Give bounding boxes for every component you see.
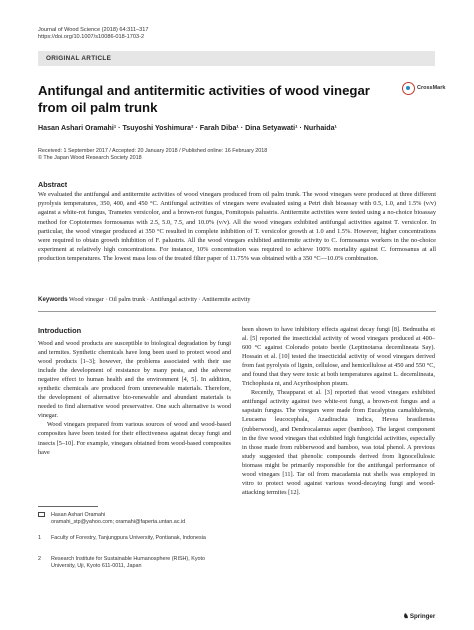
- affiliation-text: Faculty of Forestry, Tanjungpura University, Pontianak, Indonesia: [51, 535, 206, 541]
- journal-meta: [38, 27, 149, 42]
- springer-horse-icon: ♞: [403, 613, 409, 620]
- article-title: Antifungal and antitermitic activities of wood vinegar from oil palm trunk: [38, 83, 370, 115]
- received-accepted-dates: Received: 1 September 2017 / Accepted: 20 January 2018 / Published online: 16 February 2018: [38, 148, 268, 154]
- footnote-affiliation-2: [38, 556, 231, 570]
- intro-paragraph: been shown to have inhibitory effects against decay fungi [8]. Bedmutha et al. [5] reported the insecticidal activity of wood vinegars produced at 400–600 °C against Colorado potato beetle (Leptinotarsa decemlineata Say). Hossain et al. [10] tested the insecticidal activity of wood vinegars derived from fast pyrolysis of lignin, cellulose, and hemicellulose at 450 and 550 °C, and found that they were toxic at both temperatures against L. decemlineata, Trichoplusia ni, and Acyrthosiphon pisum.: [242, 326, 435, 388]
- footnote-affiliation-1: [38, 535, 231, 542]
- publisher-logo: [403, 612, 435, 620]
- introduction-heading: Introduction: [38, 326, 82, 335]
- copyright-line: © The Japan Wood Research Society 2018: [38, 155, 142, 162]
- section-divider: [38, 311, 436, 312]
- crossmark-icon: [402, 82, 415, 95]
- footnote-correspondence: [38, 512, 231, 526]
- keywords-text: Wood vinegar · Oil palm trunk · Antifungal activity · Antitermite activity: [69, 296, 251, 303]
- doi-link[interactable]: https://doi.org/10.1007/s10086-018-1703-2: [38, 34, 145, 41]
- article-type-label: ORIGINAL ARTICLE: [46, 55, 112, 62]
- affiliation-marker: 1: [38, 535, 41, 541]
- abstract-heading: Abstract: [38, 180, 68, 189]
- affiliation-text: Research Institute for Sustainable Humanosphere (RISH), Kyoto University, Uji, Kyoto 611-0011, Japan: [51, 556, 206, 569]
- keywords-label: Keywords: [38, 296, 68, 303]
- crossmark-badge[interactable]: [402, 82, 446, 98]
- abstract-text: We evaluated the antifungal and antitermite activities of wood vinegars produced from oil palm trunk. The wood vinegars were produced at three different pyrolysis temperatures, 350, 400, and 450 °C. Antifungal activities of vinegars were evaluated using a Petri dish bioassay with 0.5, 1.0, and 1.5% (v/v) against a white-rot fungus, Trametes versicolor, and a brown-rot fungus, Fomitopsis palustris. Antitermite activities were tested using a no-choice bioassay method for Coptotermes formosanus with 2.5, 5.0, 7.5, and 10.0% (v/v). All the wood vinegars exhibited antifungal activities against T. versicolor. In particular, the wood vinegar produced at 350 °C resulted in complete inhibition of T. versicolor growth at 1.0 and 1.5%. However, higher concentrations were required to obtain growth inhibition of F. palustris. All the wood vinegars exhibited antitermite activity to C. formosanus workers in the no-choice experiment at relatively high concentrations. For instance, 10% concentration was required to achieve 100% mortality against C. formosanus at all production temperatures. The lowest mass loss of the treated filter paper of 11.75% was obtained with a 350 °C—10.0% combination.: [38, 191, 436, 263]
- article-type-banner: [38, 51, 435, 66]
- envelope-icon: [38, 512, 45, 519]
- journal-citation: Journal of Wood Science (2018) 64:311–317: [38, 27, 149, 33]
- footnote-rule: [38, 506, 98, 507]
- author-list: Hasan Ashari Oramahi¹ · Tsuyoshi Yoshimura² · Farah Diba¹ · Dina Setyawati¹ · Nurhaida¹: [38, 124, 337, 132]
- intro-paragraph: Wood vinegars prepared from various sources of wood and wood-based composites have been tested for their effectiveness against decay fungi and insects [5–10]. For example, vinegars obtained from wood-based composites have: [38, 421, 231, 456]
- affiliation-marker: 2: [38, 556, 41, 562]
- intro-left-column: [38, 339, 231, 457]
- intro-paragraph: Wood and wood products are susceptible to biological degradation by fungi and termites. Synthetic chemicals have long been used to protect wood and wood products [1–3]; however, the problems associated with their use include the development of resistance by many pests, and the adverse negative effect to human health and the environment [4, 5]. In addition, synthetic chemicals are produced from unrenewable materials. Therefore, the development of alternative bio-renewable and abundant materials is needed to find alternative wood preservative. One such alternative is wood vinegar.: [38, 340, 231, 420]
- corresponding-author[interactable]: Hasan Ashari Oramahi oramahi_stp@yahoo.com; oramahi@faperta.untan.ac.id: [51, 512, 186, 525]
- intro-right-column: [242, 325, 435, 497]
- publisher-name: Springer: [409, 613, 436, 620]
- keywords-line: [38, 296, 436, 303]
- crossmark-label: CrossMark: [417, 85, 446, 91]
- publication-dates: [38, 148, 267, 163]
- intro-paragraph: Recently, Theapparat et al. [3] reported that wood vinegars exhibited antifungal activity against two white-rot fungi, a brown-rot fungus and a sapstain fungus. The vinegars were made from Eucalyptus camaldulensis, Leucaena leucocephala, Azadirachta indica, Hevea brasiliensis (rubberwood), and Dendrocalamus asper (bamboo). The largest component in the five wood vinegars that exhibited high fungicidal activities, especially in those made from rubberwood and bamboo, was total phenol. A previous study suggested that phenolic compounds derived from lignocellulosic biomass might be primarily responsible for the antifungal performance of wood vinegars [11]. Tar oil from macadamia nut shells was employed in vitro to protect wood against various wood-decaying fungi and wood-attacking termites [12].: [242, 389, 435, 496]
